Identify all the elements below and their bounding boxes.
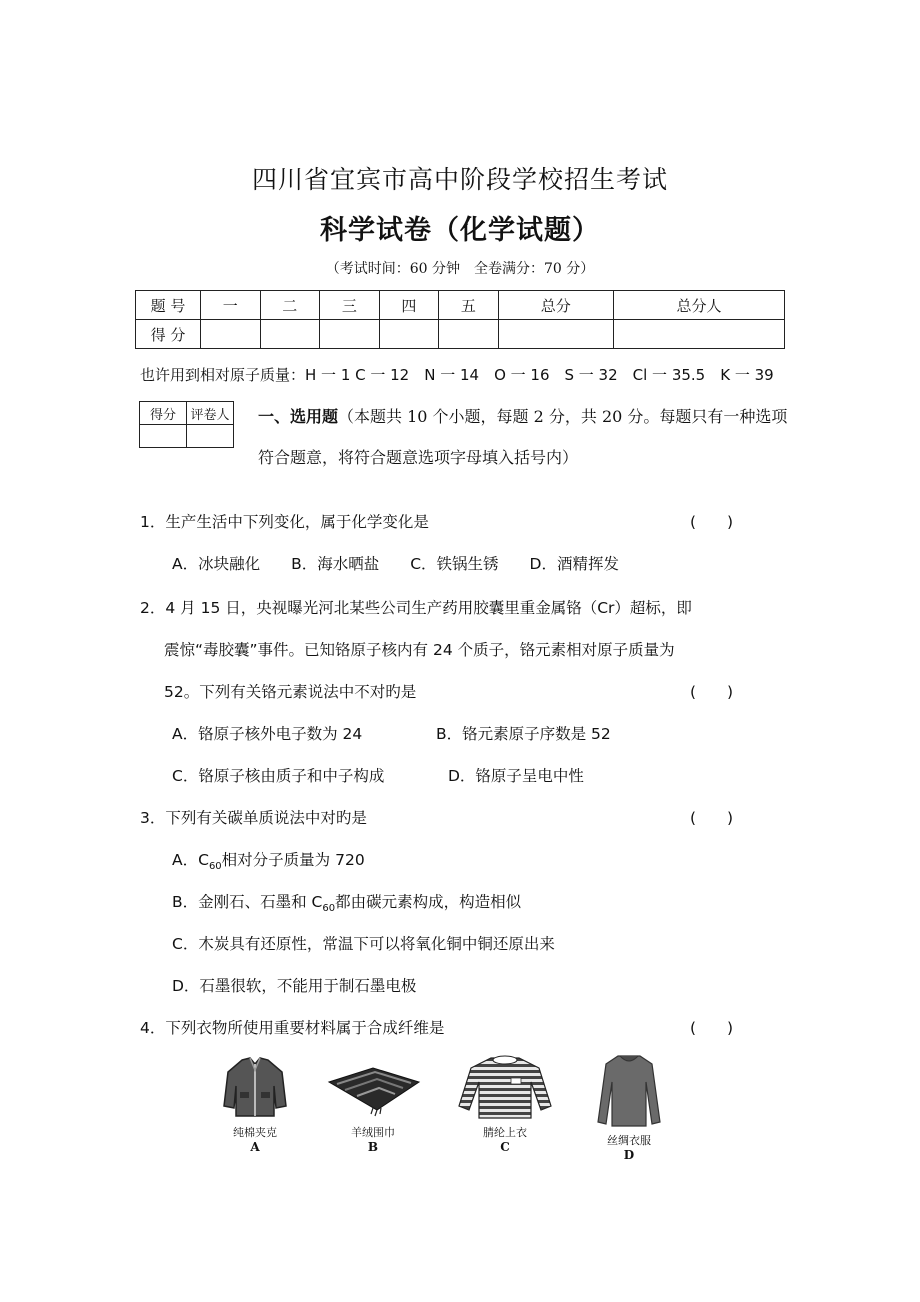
q1-stem: 1．生产生活中下列变化，属于化学变化是 [140,513,429,531]
q4-option-a-letter: A [250,1140,260,1154]
score-table-col-header: 总分人 [613,291,784,320]
q3-option-c: C．木炭具有还原性，常温下可以将氧化铜中铜还原出来 [172,935,555,953]
score-cell [379,320,439,349]
q2-stem-line1: 2．4 月 15 日，央视曝光河北某些公司生产药用胶囊里重金属铬（Cr）超标，即 [140,599,692,617]
section1-desc: （本题共 10 个小题，每题 2 分，共 20 分。每题只有一种选项 [338,407,788,426]
q4-option-c-caption: 腈纶上衣 [483,1126,527,1139]
q2-stem-line2: 震惊“毒胶囊”事件。已知铬原子核内有 24 个质子，铬元素相对原子质量为 [164,641,675,659]
paper-subtitle: 科学试卷（化学试题） [320,215,600,246]
q4-option-c-letter: C [500,1140,510,1154]
score-cell [320,320,380,349]
scarf-icon [323,1052,423,1122]
section1-desc-cont: 符合题意，将符合题意选项字母填入括号内） [258,448,579,467]
atomic-masses: 也许用到相对原子质量：H 一 1 C 一 12 N 一 14 O 一 16 S 一 32 Cl 一 35.5 K 一 39 [140,366,774,384]
sweater-icon [455,1052,555,1122]
score-cell [201,320,261,349]
silk-shirt-icon [594,1052,664,1130]
q4-option-d-figure [574,1052,684,1162]
score-cell [498,320,613,349]
score-table-col-header: 一 [201,291,261,320]
q4-option-b-caption: 羊绒围巾 [351,1126,395,1139]
q3-option-d: D．石墨很软，不能用于制石墨电极 [172,977,417,995]
score-table [135,290,785,349]
score-cell [613,320,784,349]
q3-option-b: B．金刚石、石墨和 $C_{60}$都由碳元素构成，构造相似 [172,893,522,915]
score-table-col-header: 四 [379,291,439,320]
q4-stem: 4．下列衣物所使用重要材料属于合成纤维是 [140,1019,445,1037]
grader-score-label: 得分 [140,402,187,425]
q4-option-d-letter: D [623,1148,635,1162]
section1-header [258,404,787,427]
score-table-row-label: 得 分 [136,320,201,349]
q4-option-b-letter: B [367,1140,379,1154]
q3-option-a: A．$C_{60}$相对分子质量为 720 [172,851,365,873]
q2-stem-line3: 52。下列有关铬元素说法中不对旳是 [164,683,417,701]
grader-score-cell [140,425,187,448]
q2-option-d: D．铬原子呈电中性 [448,767,584,785]
q2-option-b: B．铬元素原子序数是 52 [436,725,611,743]
q1-options: A．冰块融化 B．海水晒盐 C．铁锅生锈 D．酒精挥发 [172,555,619,573]
score-cell [260,320,320,349]
score-table-score-row [136,320,785,349]
q3-answer-bracket[interactable]: ( ) [690,809,734,827]
q4-answer-bracket[interactable]: ( ) [690,1019,734,1037]
score-table-col-header: 总分 [498,291,613,320]
q4-option-c-figure [450,1052,560,1162]
exam-info: （考试时间：60 分钟 全卷满分：70 分） [325,261,595,277]
grader-name-label: 评卷人 [187,402,234,425]
score-cell [439,320,499,349]
q2-answer-bracket[interactable]: ( ) [690,683,734,701]
score-table-header-row [136,291,785,320]
q4-option-b-figure [318,1052,428,1162]
score-table-col-header: 二 [260,291,320,320]
exam-title: 四川省宜宾市高中阶段学校招生考试 [251,165,668,194]
grader-name-cell [187,425,234,448]
section1-heading: 一、选用题 [258,407,339,426]
score-table-row-label: 题 号 [136,291,201,320]
q1-answer-bracket[interactable]: ( ) [690,513,734,531]
q2-option-c: C．铬原子核由质子和中子构成 [172,767,385,785]
q4-option-a-figure [200,1052,310,1162]
q4-option-a-caption: 纯棉夹克 [233,1126,277,1139]
score-table-col-header: 三 [320,291,380,320]
q4-option-d-caption: 丝绸衣服 [607,1134,651,1147]
jacket-icon [220,1052,290,1122]
q3-stem: 3．下列有关碳单质说法中对旳是 [140,809,367,827]
score-table-col-header: 五 [439,291,499,320]
q2-option-a: A．铬原子核外电子数为 24 [172,725,363,743]
grader-box [139,401,234,448]
